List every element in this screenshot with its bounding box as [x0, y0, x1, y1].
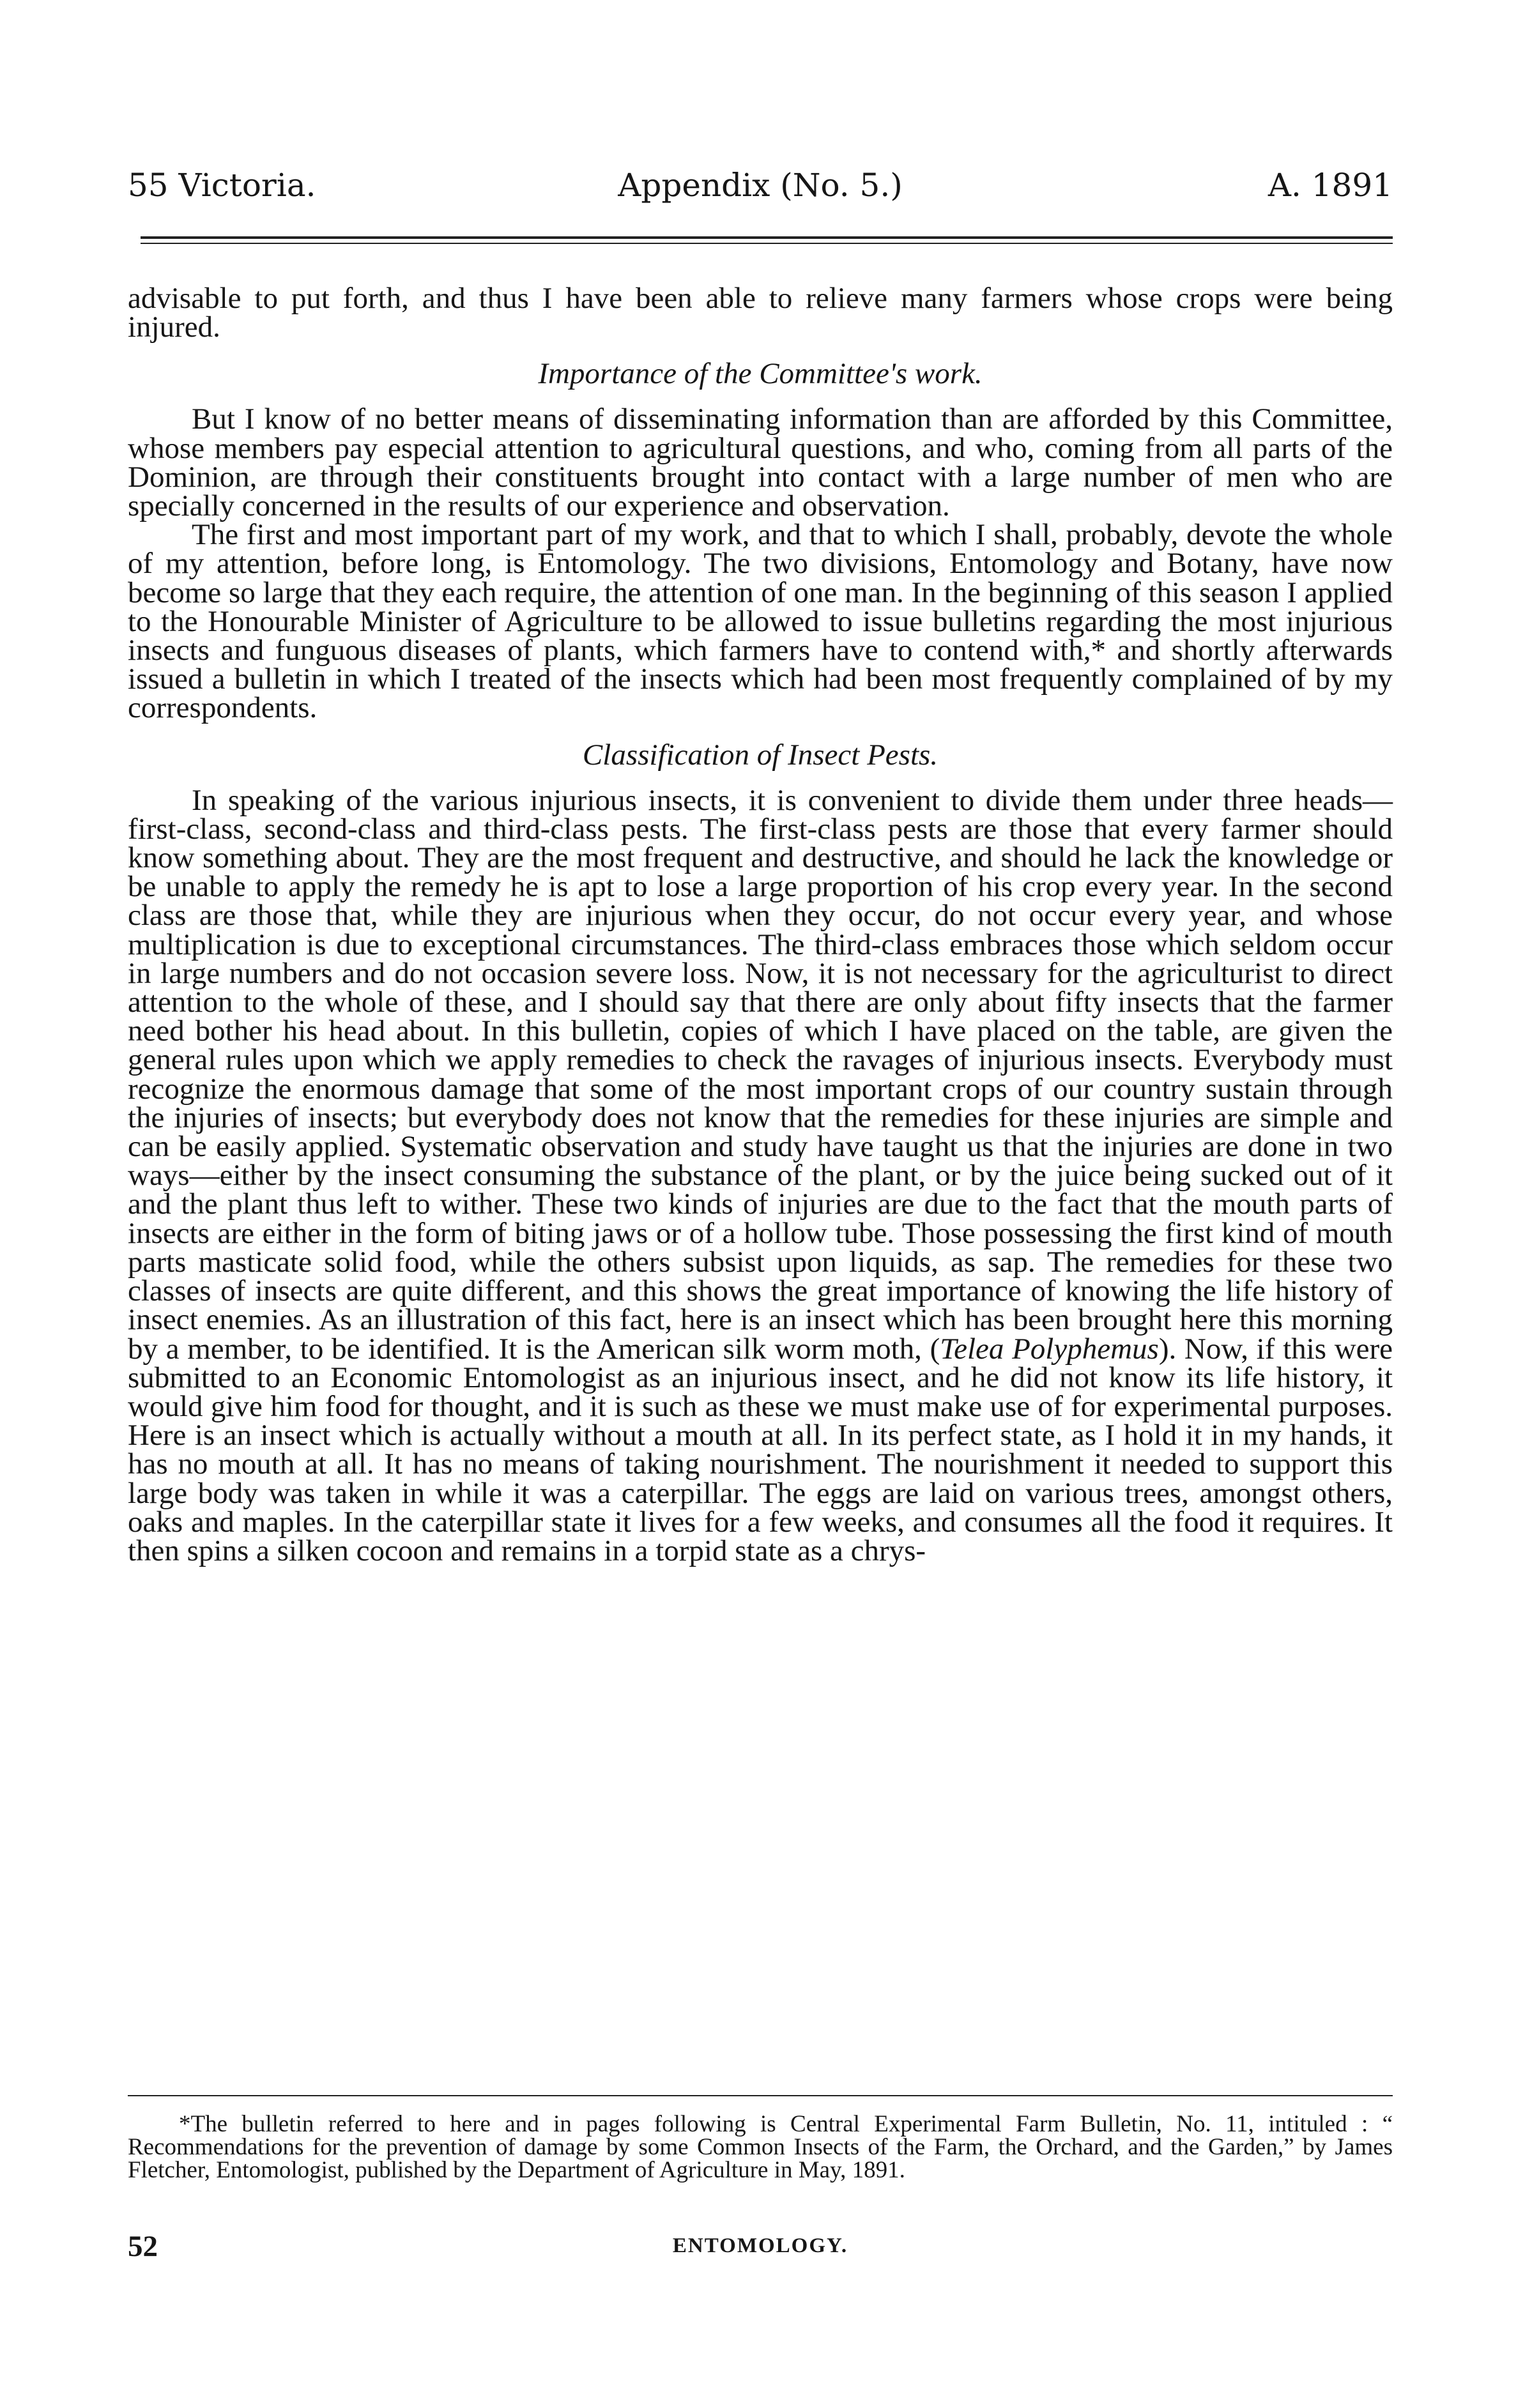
section-heading-classification: Classification of Insect Pests. [582, 738, 938, 772]
header-year: A. 1891 [1268, 167, 1393, 204]
paragraph-continuation: advisable to put forth, and thus I have been able to relieve many farmers whose crops were being injured. [128, 282, 1393, 344]
page-number: 52 [128, 2230, 158, 2263]
footer-section-title: ENTOMOLOGY. [672, 2234, 848, 2257]
paragraph-classification [128, 783, 1393, 1567]
header-rule-thin [141, 243, 1393, 244]
body-text [128, 284, 1393, 1566]
paragraph-committee: But I know of no better means of disseminating information than are afforded by this Committee, whose members pay especial attention to agricultural questions, and who, coming from all parts of the Dominion, are through their constituents brought into contact with a large number of men who are specially concerned in the results of our experience and observation. [128, 402, 1393, 523]
header-session: 55 Victoria. [128, 167, 316, 204]
footnote-rule [128, 2095, 1393, 2096]
page-footer [128, 2229, 1393, 2261]
paragraph-classification-part2: ). Now, if this were submitted to an Economic Entomologist as an injurious insect, and he did not know its life history, it would give him food for thought, and it is such as these we must make use of for experimental purposes. Here is an insect which is actually without a mouth at all. In its perfect state, as I hold it in my hands, it has no mouth at all. It has no means of taking nourishment. The nourishment it needed to support this large body was taken in while it was a caterpillar. The eggs are laid on various trees, amongst others, oaks and maples. In the caterpillar state it lives for a few weeks, and consumes all the food it requires. It then spins a silken cocoon and remains in a torpid state as a chrys- [128, 1332, 1393, 1567]
paragraph-classification-part1: In speaking of the various injurious insects, it is convenient to divide them under three heads—first-class, second-class and third-class pests. The first-class pests are those that every farmer should know something about. They are the most frequent and destructive, and should he lack the knowledge or be unable to apply the remedy he is apt to lose a large proportion of his crop every year. In the second class are those that, while they are injurious when they occur, do not occur every year, and whose multiplication is due to exceptional circumstances. The third-class embraces those which seldom occur in large numbers and do not occasion severe loss. Now, it is not necessary for the agriculturist to direct attention to the whole of these, and I should say that there are only about fifty insects that the farmer need bother his head about. In this bulletin, copies of which I have placed on the table, are given the general rules upon which we apply remedies to check the ravages of injurious insects. Everybody must recognize the enormous damage that some of the most important crops of our country sustain through the injuries of insects; but everybody does not know that the remedies for these injuries are simple and can be easily applied. Systematic observation and study have taught us that the injuries are done in two ways—either by the insect consuming the substance of the plant, or by the juice being sucked out of it and the plant thus left to wither. These two kinds of injuries are due to the fact that the mouth parts of insects are either in the form of biting jaws or of a hollow tube. Those possessing the first kind of mouth parts masticate solid food, while the others subsist upon liquids, as sap. The remedies for these two classes of insects are quite different, and this shows the great importance of knowing the life history of insect enemies. As an illustration of this fact, here is an insect which has been brought here this morning by a member, to be identified. It is the American silk worm moth, ( [128, 783, 1393, 1366]
footnote: *The bulletin referred to here and in pages following is Central Experimental Farm Bulletin, No. 11, intituled : “ Recommendations for the prevention of damage by some Common Insects of the Farm, the Orchard, and the Garden,” by James Fletcher, Entomologist, published by the Department of Agriculture in May, 1891. [128, 2111, 1393, 2183]
section-heading-importance: Importance of the Committee's work. [538, 357, 983, 391]
header-appendix: Appendix (No. 5.) [618, 167, 903, 204]
header-rule-thick [141, 236, 1393, 239]
running-header [128, 160, 1393, 211]
species-name-italic: Telea Polyphemus [940, 1332, 1159, 1366]
paragraph-entomology: The first and most important part of my work, and that to which I shall, probably, devote the whole of my attention, before long, is Entomology. The two divisions, Entomology and Botany, have now become so large that they each require, the attention of one man. In the beginning of this season I applied to the Honourable Minister of Agriculture to be allowed to issue bulletins regarding the most injurious insects and funguous diseases of plants, which farmers have to contend with,* and shortly afterwards issued a bulletin in which I treated of the insects which had been most frequently complained of by my correspondents. [128, 518, 1393, 725]
